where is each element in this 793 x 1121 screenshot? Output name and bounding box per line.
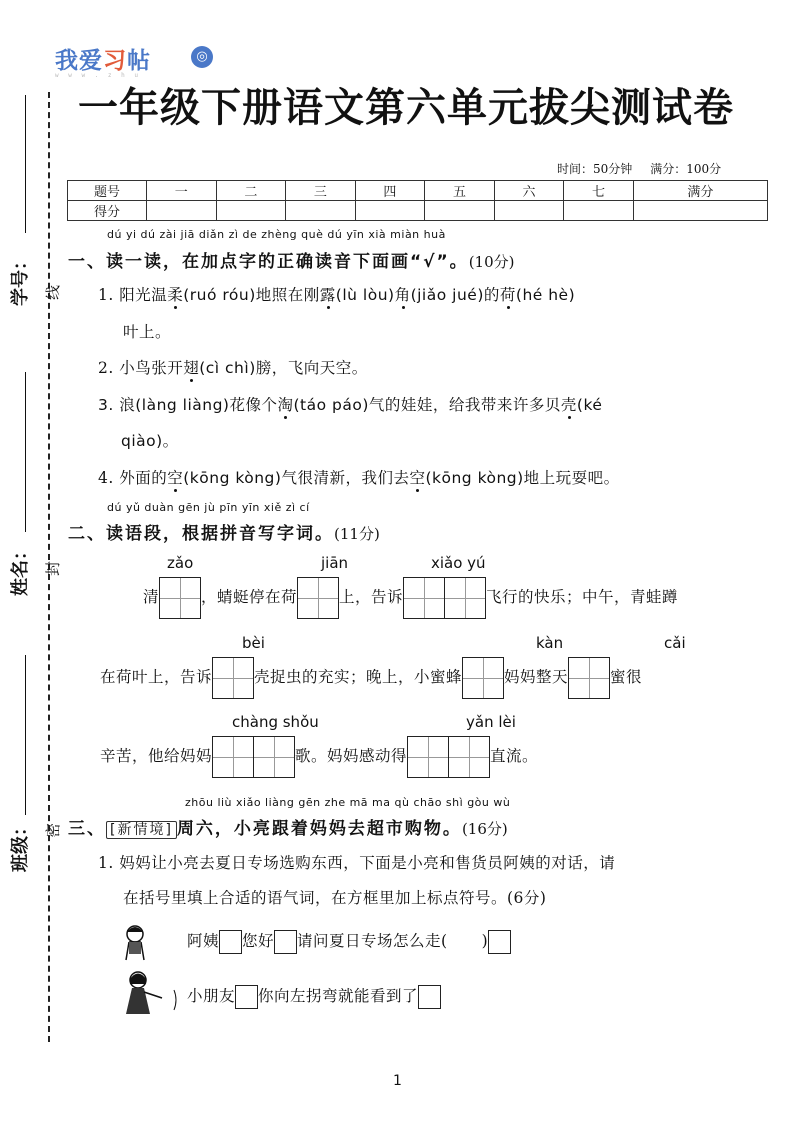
clerk-figure-icon [122,970,180,1016]
score-cell[interactable] [633,201,767,221]
class-label: 班级： [10,818,31,872]
full-score: 满分：100分 [650,162,722,176]
punct-box[interactable] [274,930,297,954]
score-cell[interactable] [425,201,495,221]
q3-1: 1. 妈妈让小亮去夏日专场选购东西，下面是小亮和售货员阿姨的对话，请 [98,854,616,872]
pinyin-bei: bèi [242,634,265,652]
score-cell[interactable] [355,201,425,221]
section1-pinyin: dú yi dú zài jiā diǎn zì de zhèng què dú yīn xià miàn huà [107,228,446,241]
table-row [68,201,768,221]
section1-heading: 一、读一读，在加点字的正确读音下面画“√”。(10分) [68,252,515,272]
q1-1: 1. 阳光温柔(ruó róu)地照在刚露(lù lòu)角(jiǎo jué)的荷(hé hè) [98,283,575,305]
table-cell: 六 [494,181,564,201]
score-cell[interactable] [147,201,217,221]
q1-3-cont: qiào)。 [121,432,179,450]
table-cell: 三 [286,181,356,201]
char-box[interactable] [568,657,610,699]
seal-mi: 密 [44,822,62,838]
table-cell: 得分 [68,201,147,221]
table-cell: 七 [564,181,634,201]
table-cell: 一 [147,181,217,201]
s2-line3: 辛苦，他给妈妈 歌。妈妈感动得 直流。 [100,735,538,778]
seal-xian: 线 [44,284,62,300]
char-box[interactable] [407,736,449,778]
page-number: 1 [393,1073,402,1089]
score-cell[interactable] [216,201,286,221]
punct-box[interactable] [219,930,242,954]
q1-3: 3. 浪(làng liàng)花像个淘(táo páo)气的娃娃，给我带来许多贝壳(ké [98,393,602,415]
char-box[interactable] [159,577,201,619]
q1-4: 4. 外面的空(kōng kòng)气很清新，我们去空(kōng kòng)地上玩耍吧。 [98,466,620,488]
punct-box[interactable] [235,985,258,1009]
char-box[interactable] [212,657,254,699]
q1-2: 2. 小鸟张开翅(cì chì)膀，飞向天空。 [98,356,368,378]
section3-heading: 三、 [新情境] 周六，小亮跟着妈妈去超市购物。(16分) [68,819,508,839]
dialogue-line-2: 小朋友 你向左拐弯就能看到了 [187,984,441,1009]
score-table [67,180,768,221]
char-box[interactable] [212,736,254,778]
score-cell[interactable] [494,201,564,221]
name-line[interactable] [25,372,26,532]
char-box[interactable] [448,736,490,778]
pinyin-zao: zǎo [167,554,194,572]
q1-1-cont: 叶上。 [123,323,172,341]
pinyin-cai: cǎi [664,634,686,652]
seal-feng: 封 [44,560,62,576]
score-cell[interactable] [286,201,356,221]
char-box[interactable] [403,577,445,619]
pinyin-yanlei: yǎn lèi [466,713,516,731]
punct-box[interactable] [418,985,441,1009]
logo-url: w w w . z h u [55,72,141,79]
new-context-tag: [新情境] [106,821,177,839]
pinyin-xiaoyu: xiǎo yú [431,554,486,572]
punct-box[interactable] [488,930,511,954]
page-title: 一年级下册语文第六单元拔尖测试卷 [78,85,734,131]
table-cell: 题号 [68,181,147,201]
q3-1-cont: 在括号里填上合适的语气词，在方框里加上标点符号。(6分) [123,889,547,907]
s2-line1: 清 ，蜻蜓停在荷 上，告诉 飞行的快乐；中午，青蛙蹲 [143,576,678,619]
section2-pinyin: dú yǔ duàn gēn jù pīn yīn xiě zì cí [107,501,310,514]
section3-pinyin: zhōu liù xiǎo liàng gēn zhe mā ma qù chāo shì gòu wù [185,796,511,809]
table-cell: 二 [216,181,286,201]
site-logo: 我爱习帖 [55,48,151,74]
char-box[interactable] [297,577,339,619]
char-box[interactable] [253,736,295,778]
student-id-label: 学号： [10,252,31,306]
pinyin-jian: jiān [321,554,349,572]
boy-figure-icon [120,924,150,962]
name-label: 姓名： [10,542,31,596]
logo-badge-icon: ◎ [191,46,213,68]
pinyin-kan: kàn [536,634,564,652]
table-cell: 满分 [633,181,767,201]
table-cell: 四 [355,181,425,201]
dialogue-line-1: 阿姨 您好 请问夏日专场怎么走( ) [187,929,511,954]
char-box[interactable] [462,657,504,699]
exam-meta [557,160,721,177]
table-row [68,181,768,201]
section2-heading: 二、读语段，根据拼音写字词。(11分) [68,524,380,544]
s2-line2: 在荷叶上，告诉 壳捉虫的充实；晚上，小蜜蜂 妈妈整天 蜜很 [100,656,642,699]
student-id-line[interactable] [25,95,26,233]
char-box[interactable] [444,577,486,619]
class-line[interactable] [25,655,26,815]
time-limit: 时间：50分钟 [557,162,633,176]
table-cell: 五 [425,181,495,201]
score-cell[interactable] [564,201,634,221]
pinyin-changshou: chàng shǒu [232,713,319,731]
